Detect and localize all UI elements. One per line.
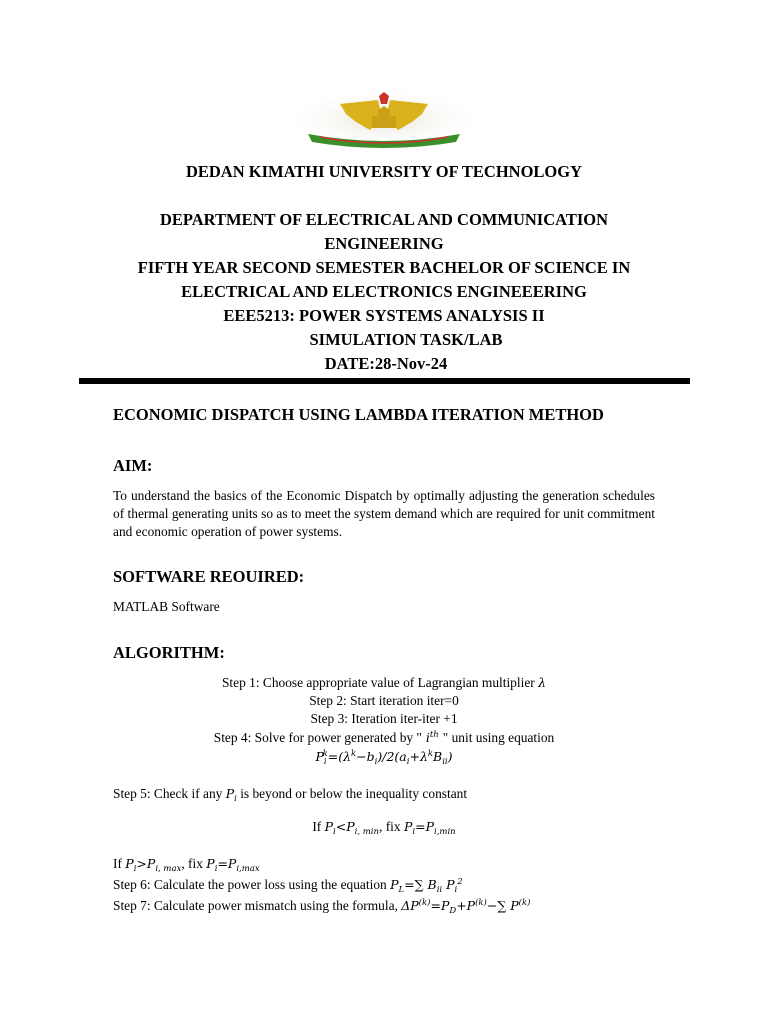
software-heading: SOFTWARE REOUIRED: [113, 567, 305, 586]
step-5-suffix: is beyond or below the inequality constant [240, 786, 468, 801]
ith-symbol: $i^{th}$ [421, 730, 439, 745]
step-7-text: Step 7: Calculate power mismatch using the formula, [113, 898, 398, 913]
mismatch-equation: $\Delta P^{(k)}=P_D+P^{(k)}-\sum$ $P^{(k)}$ [401, 898, 531, 916]
step-4-equation: $P_i^k=(\lambda^k-b_i)/2(a_i+\lambda^kB_{ii})$ [315, 749, 453, 767]
university-name: DEDAN KIMATHI UNIVERSITY OF TECHNOLOGY [185, 162, 583, 181]
course-code: EEE5213: POWER SYSTEMS ANALYSIS II [223, 306, 545, 325]
fix-word: , fix [379, 819, 401, 834]
step-5 [113, 785, 467, 803]
step-4 [0, 729, 768, 747]
step-1-text: Step 1: Choose appropriate value of Lagrangian multiplier [221, 675, 535, 690]
step-4-prefix: Step 4: Solve for power generated by " [213, 730, 422, 745]
if-word: If [312, 819, 322, 834]
department-line-2: ENGINEERING [324, 234, 444, 253]
step-6-text: Step 6: Calculate the power loss using the equation [113, 877, 387, 892]
lambda-symbol: λ [538, 675, 547, 690]
loss-equation: $P_L=\sum$ $B_{ii}$ $P_i^2$ [390, 877, 463, 895]
task-title: SIMULATION TASK/LAB [309, 330, 503, 349]
software-text: MATLAB Software [113, 599, 220, 614]
university-logo [290, 92, 478, 154]
program-line-1: FIFTH YEAR SECOND SEMESTER BACHELOR OF SCIENCE IN [137, 258, 631, 277]
aim-heading: AIM: [113, 456, 153, 475]
date-line: DATE:28-Nov-24 [324, 354, 448, 373]
step-1 [0, 674, 768, 692]
if2-word: If [113, 856, 122, 871]
algorithm-heading: ALGORITHM: [113, 643, 225, 662]
step-6 [113, 876, 463, 894]
aim-text: To understand the basics of the Economic Dispatch by optimally adjusting the generation schedules of thermal generating units so as to meet the system demand which are required for unit commitment and economic operation of power systems. [113, 488, 655, 539]
step-3: Step 3: Iteration iter-iter +1 [310, 711, 458, 726]
pi-symbol: $P_i$ [225, 786, 237, 804]
department-line-1: DEPARTMENT OF ELECTRICAL AND COMMUNICATION [159, 210, 608, 229]
header-divider [79, 378, 690, 384]
program-line-2: ELECTRICAL AND ELECTRONICS ENGINEEERING [181, 282, 587, 301]
step-7 [113, 897, 530, 915]
max-constraint: If $P_i>P_{i, max}$, fix $P_i=P_{i,max}$ [113, 856, 260, 874]
step-4-suffix: " unit using equation [442, 730, 555, 745]
min-constraint: If $P_i<P_{i, min}$, fix $P_i=P_{i,min}$ [312, 819, 456, 837]
step-2: Step 2: Start iteration iter=0 [309, 693, 459, 708]
document-title: ECONOMIC DISPATCH USING LAMBDA ITERATION METHOD [113, 405, 604, 424]
step-5-text: Step 5: Check if any [113, 786, 223, 801]
